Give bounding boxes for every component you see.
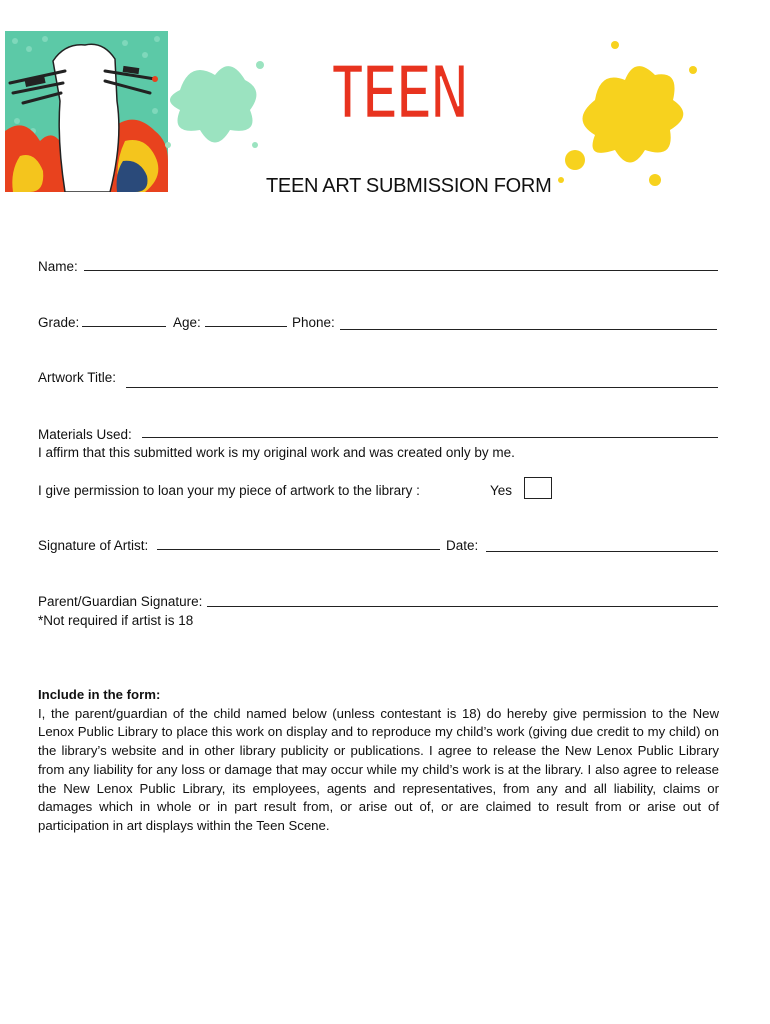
consent-body: I, the parent/guardian of the child named below (unless contestant is 18) do hereby give permission to the New Lenox Public Library to place this work on display and to reproduce my child’s work (giving due credit to my child) on the library’s website and in other library publicity or publications. I agree to release the New Lenox Public Library from any liability for any loss or damage that may occur while my child’s work is at the library. I also agree to release the New Lenox Public Library, its employees, agents and representatives, from any and all liability, claims or damages which in whole or in part result from, or arise out of, or are claimed to result from or arise out of participation in art displays within the Teen Scene. [38,705,719,833]
green-paint-splash-image [160,50,270,165]
artwork-title-label: Artwork Title: [38,370,117,385]
yes-checkbox[interactable] [524,477,552,499]
phone-field[interactable] [340,329,717,330]
parent-signature-label: Parent/Guardian Signature: [38,594,203,609]
logo-fist-brushes-image [5,31,168,192]
name-label: Name: [38,259,78,274]
phone-label: Phone: [292,315,335,330]
age-label: Age: [173,315,201,330]
materials-label: Materials Used: [38,427,132,442]
yellow-paint-splash-image [555,40,700,195]
artwork-title-field[interactable] [126,387,718,388]
grade-label: Grade: [38,315,80,330]
svg-text:TEEN: TEEN [332,52,468,126]
artist-signature-label: Signature of Artist: [38,538,149,553]
consent-heading: Include in the form: [38,687,161,702]
grade-field[interactable] [82,326,166,327]
teen-word-logo [330,52,470,126]
materials-field[interactable] [142,437,718,438]
consent-section [38,686,719,836]
not-required-note: *Not required if artist is 18 [38,613,194,628]
date-label: Date: [446,538,479,553]
permission-statement: I give permission to loan your my piece of artwork to the library : [38,483,420,498]
age-field[interactable] [205,326,287,327]
teen-word-outline: TEEN [332,52,468,126]
yes-label: Yes [490,483,513,498]
artist-signature-field[interactable] [157,549,440,550]
parent-signature-field[interactable] [207,606,718,607]
form-title: TEEN ART SUBMISSION FORM [266,175,552,197]
affirm-statement: I affirm that this submitted work is my original work and was created only by me. [38,445,515,460]
date-field[interactable] [486,551,718,552]
name-field[interactable] [84,270,718,271]
